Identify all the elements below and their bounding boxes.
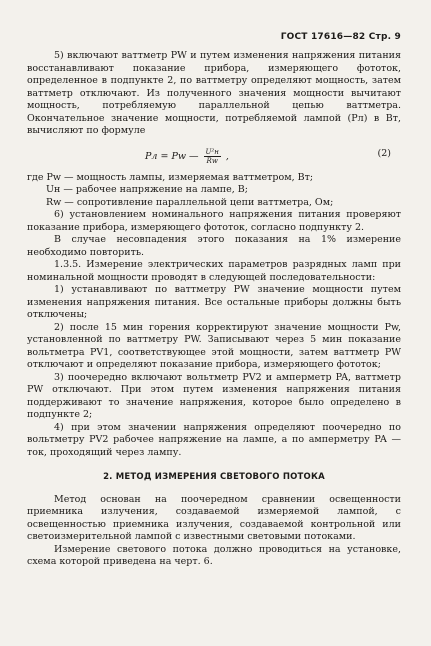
formula-expression <box>145 148 229 165</box>
formula-denominator: Rw <box>206 156 218 165</box>
paragraph-1-3-5: 1.3.5. Измерение электрических параметров разрядных ламп при номинальной мощности проводят в следующей последовательности: <box>27 259 401 283</box>
formula-tail: , <box>225 150 229 162</box>
document-body <box>27 50 401 569</box>
paragraph-mismatch: В случае несовпадения этого показания на 1% измерение необходимо повторить. <box>27 234 401 258</box>
where-line-pw: где Pw — мощность лампы, измеряемая ваттметром, Вт; <box>27 171 314 183</box>
formula-numerator: U²н <box>205 147 219 156</box>
formula-number: (2) <box>377 147 391 159</box>
paragraph-setup: Измерение светового потока должно проводиться на установке, схема которой приведена на черт. 6. <box>27 543 401 567</box>
section-title: 2. МЕТОД ИЗМЕРЕНИЯ СВЕТОВОГО ПОТОКА <box>103 472 325 482</box>
paragraph-item-2: 2) после 15 мин горения корректируют значение мощности Pw, установленной по ваттметру PW. Записывают через 5 мин показание вольтметра PV1, соответствующее этой мощности, затем ваттметр PW отключают и определяют показание прибора, измеряющего фототок; <box>27 321 401 370</box>
paragraph-item-1: 1) устанавливают по ваттметру PW значение мощности путем изменения напряжения питания. Все остальные приборы должны быть отключены; <box>27 284 401 320</box>
where-line-un: Uн — рабочее напряжение на лампе, В; <box>46 184 248 195</box>
paragraph-method: Метод основан на поочередном сравнении освещенности приемника излучения, создаваемой измеряемой лампой, с освещенностью приемника излучения, создаваемой контрольной или светоизмерительной лампой с известными световыми потоками. <box>27 493 401 542</box>
paragraph-step-6: 6) установлением номинального напряжения питания проверяют показание прибора, измеряющего фототок, согласно подпункту 2. <box>27 209 401 233</box>
page-header: ГОСТ 17616—82 Стр. 9 <box>280 32 401 42</box>
where-line-rw: Rw — сопротивление параллельной цепи ваттметра, Ом; <box>46 196 334 208</box>
formula-2 <box>27 140 401 170</box>
paragraph-step-5: 5) включают ваттметр PW и путем изменения напряжения питания восстанавливают показание прибора, измеряющего фототок, определенное в подпункте 2, по ваттметру определяют мощность, затем ваттметр отключают. Из полученного значения мощности вычитают мощность, потребляемую параллельной цепью ваттметра. Окончательное значение мощности, потребляемой лампой (Pл) в Вт, вычисляют по формуле <box>27 50 401 136</box>
formula-lhs: Pл = Pw — <box>145 150 199 162</box>
paragraph-item-4: 4) при этом значении напряжения определяют поочередно по вольтметру PV2 рабочее напряжение на лампе, а по амперметру PA — ток, проходящий через лампу. <box>27 421 401 458</box>
paragraph-item-3: 3) поочередно включают вольтметр PV2 и амперметр PA, ваттметр PW отключают. При этом путем изменения напряжения питания поддерживают то значение напряжения, которое было определено в подпункте 2; <box>27 371 401 420</box>
formula-fraction <box>204 148 221 165</box>
